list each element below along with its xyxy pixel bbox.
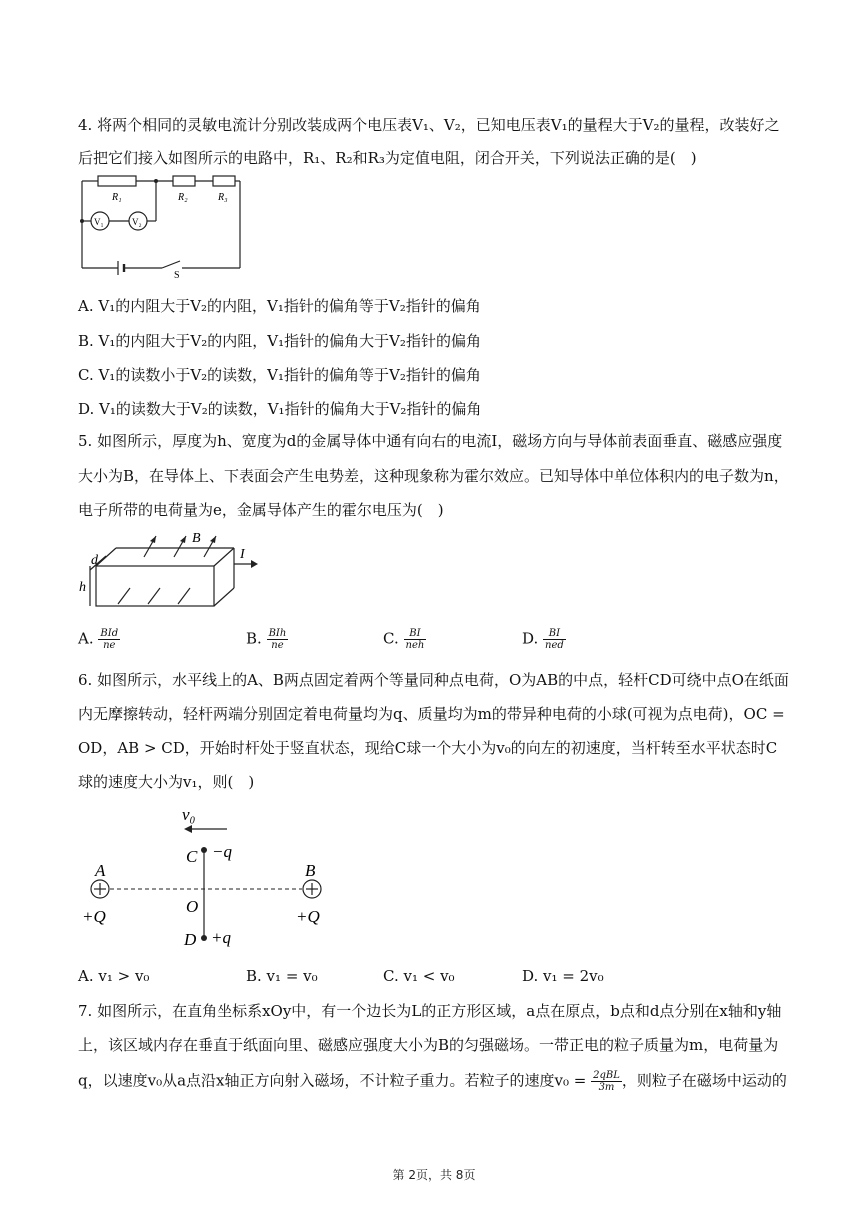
q6-option-b: B. v₁ = v₀ xyxy=(246,967,318,985)
q6-stem-line-3: OD，AB > CD，开始时杆处于竖直状态，现给C球一个大小为v₀的向左的初速度，当杆转至水平状态时C xyxy=(78,739,778,757)
b-field-label: B xyxy=(192,531,201,546)
q6-option-d: D. v₁ = 2v₀ xyxy=(522,967,604,985)
q6-option-a: A. v₁ > v₀ xyxy=(78,967,150,985)
q4-circuit-figure xyxy=(78,172,258,281)
width-d-label: d xyxy=(91,553,98,568)
height-h-label: h xyxy=(79,580,86,595)
plus-q-right-label: +Q xyxy=(296,907,320,926)
q7-stem-line-2: 上，该区域内存在垂直于纸面向里、磁感应强度大小为B的匀强磁场。一带正电的粒子质量为m，电荷量为 xyxy=(78,1036,779,1054)
q5-option-a: A. $\frac{\text{BId}}{ne}$ xyxy=(78,628,119,651)
o-label: O xyxy=(186,897,199,916)
v0-label: v₀ xyxy=(182,805,196,824)
r3-label: R₃ xyxy=(218,192,228,203)
q5-option-c: C. $\frac{BI}{\text{neh}}$ xyxy=(383,628,425,651)
c-label: C xyxy=(186,847,198,866)
a-label: A xyxy=(95,861,106,880)
q6-option-c: C. v₁ < v₀ xyxy=(383,967,455,985)
d-label: D xyxy=(184,930,197,949)
q5-stem-line-3: 电子所带的电荷量为e，金属导体产生的霍尔电压为( ) xyxy=(78,501,444,519)
v2-label: V₂ xyxy=(132,217,142,227)
q4-stem-line-2: 后把它们接入如图所示的电路中，R₁、R₂和R₃为定值电阻，闭合开关，下列说法正确的是( ) xyxy=(78,149,697,167)
q5-stem-line-2: 大小为B，在导体上、下表面会产生电势差，这种现象称为霍尔效应。已知导体中单位体积内的电子数为n， xyxy=(78,467,789,485)
q6-stem-line-4: 球的速度大小为v₁，则( ) xyxy=(78,773,255,791)
current-label: I xyxy=(240,547,245,562)
r2-resistor xyxy=(173,176,195,186)
r1-label: R₁ xyxy=(112,192,122,203)
q6-stem-line-1: 6. 如图所示，水平线上的A、B两点固定着两个等量同种点电荷，O为AB的中点，轻杆CD可绕中点O在纸面 xyxy=(78,671,789,689)
q5-option-b: B. $\frac{\text{BIh}}{ne}$ xyxy=(246,628,287,651)
q4-option-a: A. V₁的内阻大于V₂的内阻，V₁指针的偏角等于V₂指针的偏角 xyxy=(78,297,481,315)
q4-option-c: C. V₁的读数小于V₂的读数，V₁指针的偏角等于V₂指针的偏角 xyxy=(78,366,481,384)
q5-option-d: D. $\frac{BI}{\text{ned}}$ xyxy=(522,628,564,651)
q5-stem-line-1: 5. 如图所示，厚度为h、宽度为d的金属导体中通有向右的电流I，磁场方向与导体前表面垂直、磁感应强度 xyxy=(78,432,783,450)
r2-label: R₂ xyxy=(178,192,188,203)
q7-velocity-fraction: $\frac{\text{2qBL}}{3m}$ xyxy=(593,1070,620,1093)
page-footer: 第 2页，共 8页 xyxy=(392,1168,476,1182)
r3-resistor xyxy=(213,176,235,186)
q4-option-b: B. V₁的内阻大于V₂的内阻，V₁指针的偏角大于V₂指针的偏角 xyxy=(78,332,481,350)
b-label: B xyxy=(305,861,316,880)
q4-stem-line-1: 4. 将两个相同的灵敏电流计分别改装成两个电压表V₁、V₂，已知电压表V₁的量程大于V₂的量程，改装好之 xyxy=(78,116,780,134)
pos-q-label: +q xyxy=(211,928,231,947)
q5-hall-effect-figure xyxy=(78,524,258,618)
switch-label: S xyxy=(174,270,180,281)
q6-charges-figure xyxy=(80,800,340,950)
neg-q-label: −q xyxy=(212,842,232,861)
q6-stem-line-2: 内无摩擦转动，轻杆两端分别固定着电荷量均为q、质量均为m的带异种电荷的小球(可视为点电荷)，OC = xyxy=(78,705,785,723)
q7-stem-line-1: 7. 如图所示，在直角坐标系xOy中，有一个边长为L的正方形区域，a点在原点，b点和d点分别在x轴和y轴 xyxy=(78,1002,782,1020)
v1-label: V₁ xyxy=(94,217,104,227)
q4-option-d: D. V₁的读数大于V₂的读数，V₁指针的偏角大于V₂指针的偏角 xyxy=(78,400,482,418)
q7-stem-line-3: q，以速度v₀从a点沿x轴正方向射入磁场，不计粒子重力。若粒子的速度v₀ = $\frac{\text{2qBL}}{3m}$ ，则粒子在磁场中运动的 xyxy=(78,1070,787,1093)
r1-resistor xyxy=(98,176,136,186)
plus-q-left-label: +Q xyxy=(82,907,106,926)
